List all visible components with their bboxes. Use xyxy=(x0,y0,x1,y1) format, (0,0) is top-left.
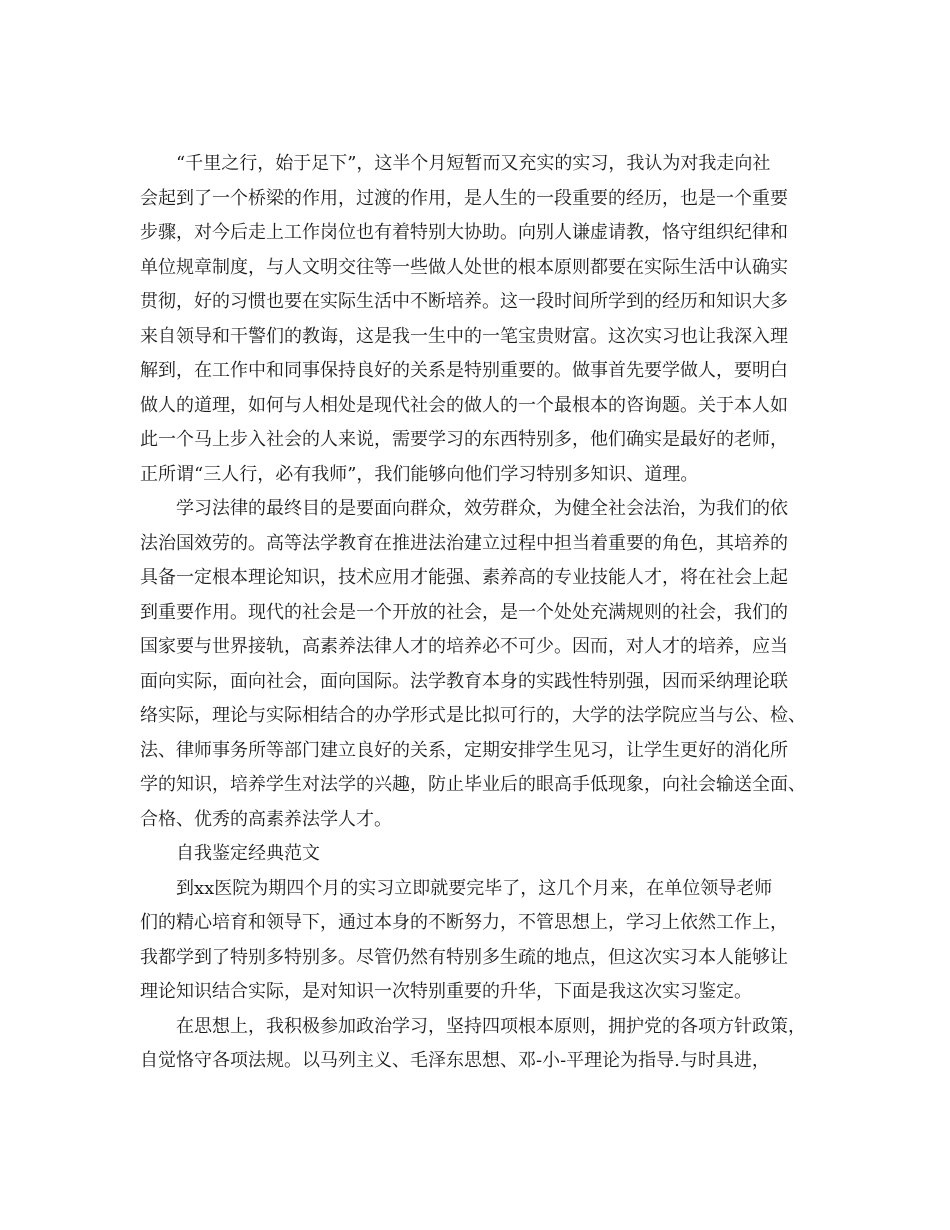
text-line: 理论知识结合实际，是对知识一次特别重要的升华，下面是我这次实习鉴定。 xyxy=(140,981,752,1002)
text-line: 国家要与世界接轨，高素养法律人才的培养必不可少。因而，对人才的培养，应当 xyxy=(140,636,788,657)
text-line: 正所谓“三人行，必有我师”，我们能够向他们学习特别多知识、道理。 xyxy=(140,463,699,485)
document-body xyxy=(140,147,825,1079)
text-line: 会起到了一个桥梁的作用，过渡的作用，是人生的一段重要的经历，也是一个重要 xyxy=(140,187,788,209)
text-line: 做人的道理，如何与人相处是现代社会的做人的一个最根本的咨询题。关于本人如 xyxy=(140,394,788,416)
text-line: 我都学到了特别多特别多。尽管仍然有特别多生疏的地点，但这次实习本人能够让 xyxy=(140,946,788,968)
paragraph-hospital-internship xyxy=(140,872,825,1010)
text-line: 法治国效劳的。高等法学教育在推进法治建立过程中担当着重要的角色，其培养的 xyxy=(140,532,788,554)
section-heading-text: 自我鉴定经典范文 xyxy=(176,843,320,864)
text-line: 自觉恪守各项法规。以马列主义、毛泽东思想、邓-小-平理论为指导.与时具进， xyxy=(140,1050,770,1071)
text-line: 贯彻，好的习惯也要在实际生活中不断培养。这一段时间所学到的经历和知识大多 xyxy=(140,291,788,312)
text-line: 络实际，理论与实际相结合的办学形式是比拟可行的，大学的法学院应当与公、检、 xyxy=(140,705,806,726)
paragraph-legal-education xyxy=(140,492,825,837)
paragraph-internship-reflection xyxy=(140,147,825,492)
text-line: 们的精心培育和领导下，通过本身的不断努力，不管思想上，学习上依然工作上， xyxy=(140,912,788,933)
text-line: 学的知识，培养学生对法学的兴趣，防止毕业后的眼高手低现象，向社会输送全面、 xyxy=(140,774,806,795)
text-line: 到重要作用。现代的社会是一个开放的社会，是一个处处充满规则的社会，我们的 xyxy=(140,601,788,623)
text-line: 具备一定根本理论知识，技术应用才能强、素养高的专业技能人才，将在社会上起 xyxy=(140,567,788,588)
text-line: 解到，在工作中和同事保持良好的关系是特别重要的。做事首先要学做人，要明白 xyxy=(140,360,788,381)
text-line: 步骤，对今后走上工作岗位也有着特别大协助。向别人谦虚请教，恪守组织纪律和 xyxy=(140,222,788,243)
text-line: 此一个马上步入社会的人来说，需要学习的东西特别多，他们确实是最好的老师， xyxy=(140,429,788,450)
paragraph-ideology xyxy=(140,1010,825,1079)
text-line: 法、律师事务所等部门建立良好的关系，定期安排学生见习，让学生更好的消化所 xyxy=(140,739,788,761)
text-line: 到xx医院为期四个月的实习立即就要完毕了，这几个月来，在单位领导老师 xyxy=(176,877,773,899)
text-line: 合格、优秀的高素养法学人才。 xyxy=(140,808,392,830)
text-line: 来自领导和干警们的教诲，这是我一生中的一笔宝贵财富。这次实习也让我深入理 xyxy=(140,325,788,347)
text-line: “千里之行，始于足下”，这半个月短暂而又充实的实习，我认为对我走向社 xyxy=(176,153,771,174)
section-heading xyxy=(140,837,825,872)
text-line: 单位规章制度，与人文明交往等一些做人处世的根本原则都要在实际生活中认确实 xyxy=(140,256,788,278)
text-line: 在思想上，我积极参加政治学习，坚持四项根本原则，拥护党的各项方针政策， xyxy=(176,1015,806,1037)
text-line: 面向实际，面向社会，面向国际。法学教育本身的实践性特别强，因而采纳理论联 xyxy=(140,670,788,692)
text-line: 学习法律的最终目的是要面向群众，效劳群众，为健全社会法治，为我们的依 xyxy=(176,498,788,519)
